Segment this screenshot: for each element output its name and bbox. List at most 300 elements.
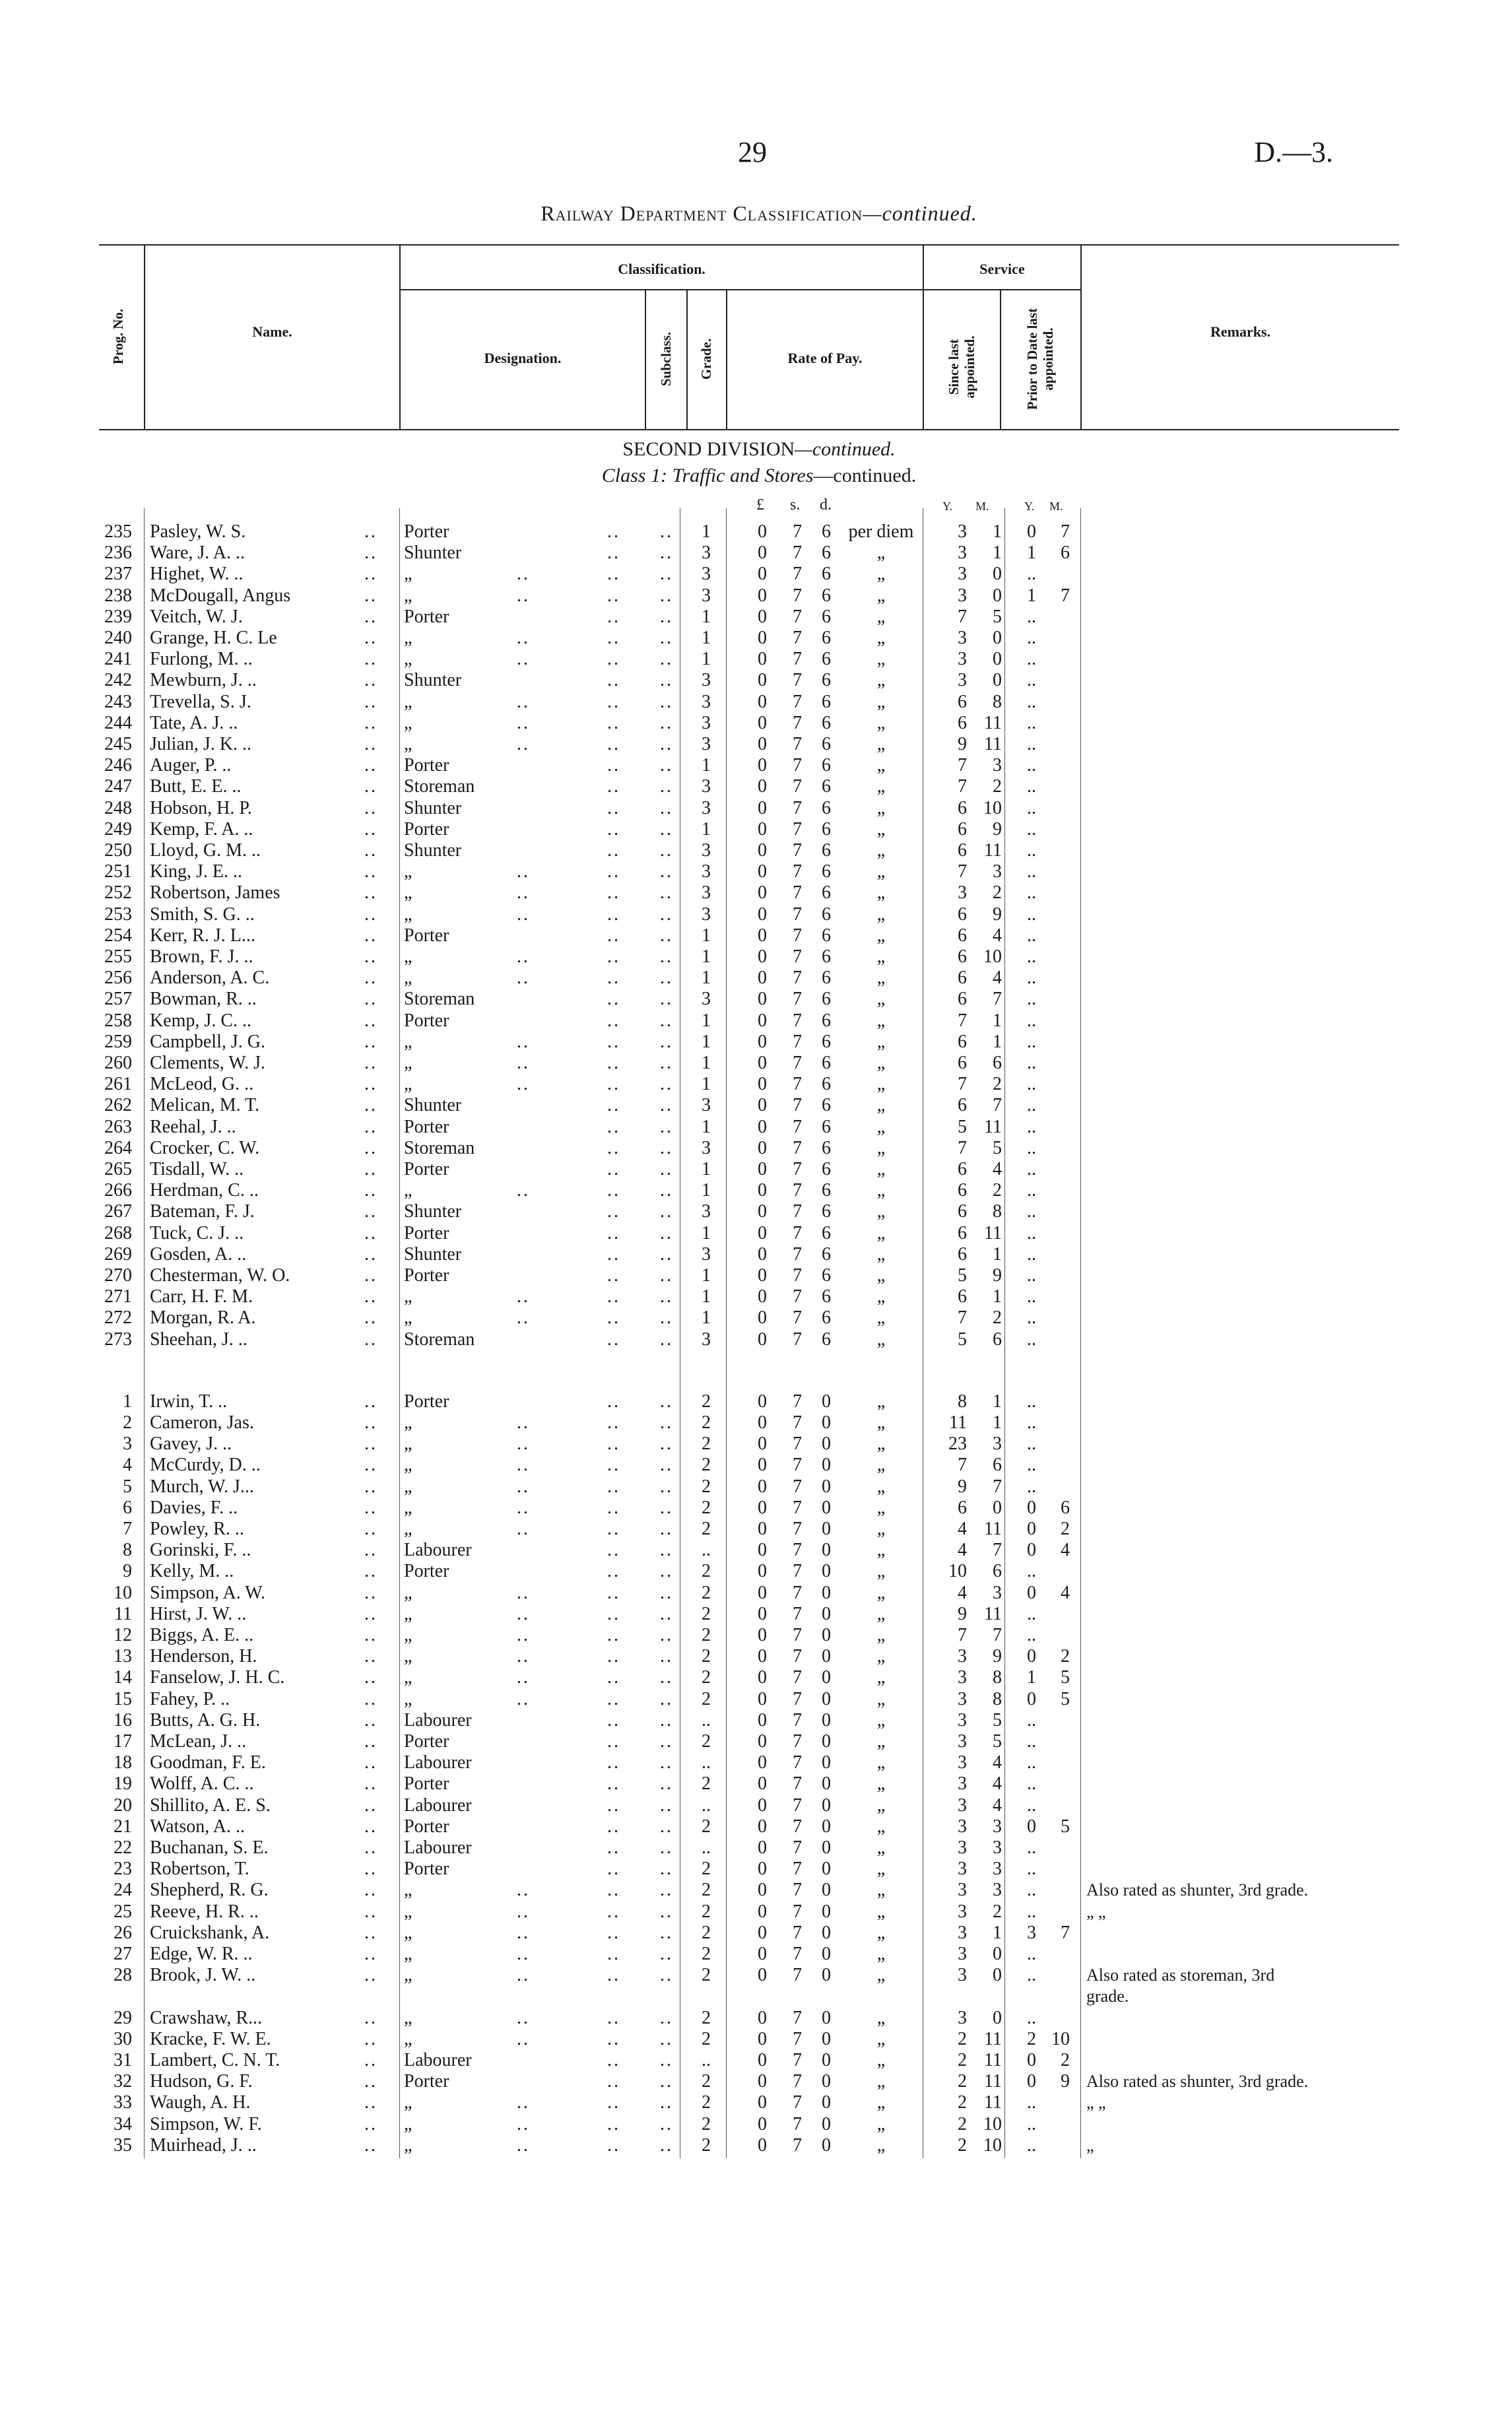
designation-leader-dots: .. <box>660 1307 673 1328</box>
rate-pence-cell: 6 <box>822 1138 831 1158</box>
designation-leader-dots: .. <box>607 755 620 776</box>
designation-leader-dots: .. <box>517 2135 530 2156</box>
designation-cell: Porter <box>404 2071 449 2092</box>
prior-years-cell: 0 <box>1027 1540 1036 1560</box>
rate-period-cell: „ <box>876 1816 886 1837</box>
rate-period-cell: „ <box>876 1265 886 1286</box>
prior-years-cell: .. <box>1027 1604 1036 1624</box>
designation-leader-dots: .. <box>607 819 620 840</box>
since-years-cell: 6 <box>958 819 967 840</box>
prior-years-cell: .. <box>1027 1476 1036 1497</box>
designation-cell: Porter <box>404 521 449 542</box>
prior-years-cell: .. <box>1027 649 1036 669</box>
document-reference: D.—3. <box>1254 136 1333 168</box>
rate-pence-cell: 6 <box>822 1286 831 1307</box>
name-leader-dots: .. <box>364 1159 378 1179</box>
designation-leader-dots: .. <box>607 1223 620 1243</box>
name-cell: Kemp, J. C. .. <box>150 1010 251 1031</box>
prog-no-cell: 245 <box>104 734 132 754</box>
rate-period-cell: „ <box>876 1625 886 1645</box>
name-cell: Pasley, W. S. <box>150 521 246 542</box>
rate-period-cell: „ <box>876 2029 886 2049</box>
table-row <box>0 1117 1512 1138</box>
since-months-cell: 4 <box>993 925 1002 946</box>
rate-shillings-cell: 7 <box>793 1159 802 1179</box>
designation-leader-dots: .. <box>607 1731 620 1752</box>
prior-years-cell: .. <box>1027 925 1036 946</box>
table-row <box>0 521 1512 543</box>
name-leader-dots: .. <box>364 1498 378 1518</box>
designation-cell: „ <box>404 2135 412 2156</box>
since-months-cell: 5 <box>993 1731 1002 1752</box>
rate-pounds-cell: 0 <box>758 1201 767 1222</box>
name-cell: Goodman, F. E. <box>150 1752 266 1773</box>
unit-prior-years: Y. <box>1024 500 1035 513</box>
name-leader-dots: .. <box>364 585 378 606</box>
designation-leader-dots: .. <box>517 692 530 712</box>
designation-cell: „ <box>404 1519 412 1539</box>
since-years-cell: 7 <box>958 1455 967 1475</box>
prog-no-cell: 16 <box>114 1710 132 1731</box>
designation-leader-dots: .. <box>607 1625 620 1645</box>
prior-months-cell: 7 <box>1061 585 1070 606</box>
rate-period-cell: „ <box>876 925 886 946</box>
prior-years-cell: .. <box>1027 882 1036 903</box>
designation-leader-dots: .. <box>607 670 620 690</box>
name-cell: Butts, A. G. H. <box>150 1710 261 1731</box>
rate-shillings-cell: 7 <box>793 2135 802 2156</box>
name-cell: Muirhead, J. .. <box>150 2135 257 2156</box>
name-leader-dots: .. <box>364 1476 378 1497</box>
since-months-cell: 1 <box>993 1010 1002 1031</box>
table-row <box>0 1095 1512 1116</box>
designation-leader-dots: .. <box>517 2092 530 2113</box>
designation-cell: „ <box>404 734 412 754</box>
prog-no-cell: 246 <box>104 755 132 776</box>
since-years-cell: 3 <box>958 1667 967 1688</box>
table-row <box>0 1434 1512 1455</box>
designation-cell: „ <box>404 1434 412 1454</box>
designation-leader-dots: .. <box>517 1583 530 1603</box>
rate-period-cell: „ <box>876 1307 886 1328</box>
prog-no-cell: 23 <box>114 1859 132 1879</box>
rate-pence-cell: 6 <box>822 585 831 606</box>
since-months-cell: 7 <box>993 1476 1002 1497</box>
rate-pence-cell: 0 <box>822 1455 831 1475</box>
rate-pounds-cell: 0 <box>758 1752 767 1773</box>
table-row <box>0 1074 1512 1095</box>
grade-cell: 3 <box>702 713 711 733</box>
rate-pounds-cell: 0 <box>758 1053 767 1073</box>
prog-no-cell: 260 <box>104 1053 132 1073</box>
rate-pounds-cell: 0 <box>758 1032 767 1052</box>
since-years-cell: 7 <box>958 1625 967 1645</box>
table-row <box>0 1646 1512 1667</box>
table-row <box>0 564 1512 585</box>
name-cell: Tate, A. J. .. <box>150 713 238 733</box>
designation-leader-dots: .. <box>660 2029 673 2049</box>
designation-leader-dots: .. <box>660 2135 673 2156</box>
since-years-cell: 2 <box>958 2050 967 2070</box>
since-months-cell: 0 <box>993 649 1002 669</box>
prog-no-cell: 240 <box>104 628 132 648</box>
rate-pence-cell: 0 <box>822 1901 831 1922</box>
designation-leader-dots: .. <box>607 1010 620 1031</box>
rate-period-cell: „ <box>876 2071 886 2092</box>
designation-leader-dots: .. <box>660 1095 673 1115</box>
since-years-cell: 3 <box>958 1710 967 1731</box>
designation-cell: Porter <box>404 1731 449 1752</box>
name-leader-dots: .. <box>364 2050 378 2070</box>
name-leader-dots: .. <box>364 861 378 882</box>
table-row <box>0 2135 1512 2156</box>
rate-period-cell: „ <box>876 692 886 712</box>
rate-shillings-cell: 7 <box>793 1201 802 1222</box>
designation-leader-dots: .. <box>607 692 620 712</box>
rate-pounds-cell: 0 <box>758 1434 767 1454</box>
grade-cell: 2 <box>702 1646 711 1666</box>
grade-cell: 1 <box>702 1307 711 1328</box>
name-leader-dots: .. <box>364 1667 378 1688</box>
rate-pounds-cell: 0 <box>758 1455 767 1475</box>
rate-shillings-cell: 7 <box>793 585 802 606</box>
name-leader-dots: .. <box>364 925 378 946</box>
designation-leader-dots: .. <box>660 692 673 712</box>
designation-leader-dots: .. <box>660 819 673 840</box>
since-months-cell: 0 <box>993 1965 1002 1985</box>
rate-period-cell: „ <box>876 1223 886 1243</box>
grade-cell: 3 <box>702 989 711 1009</box>
rate-period-cell: „ <box>876 1180 886 1201</box>
name-cell: Kracke, F. W. E. <box>150 2029 271 2049</box>
prog-no-cell: 3 <box>123 1434 132 1454</box>
designation-leader-dots: .. <box>607 543 620 563</box>
name-leader-dots: .. <box>364 1540 378 1560</box>
prog-no-cell: 33 <box>114 2092 132 2113</box>
prior-years-cell: 2 <box>1027 2029 1036 2049</box>
prior-years-cell: .. <box>1027 1032 1036 1052</box>
grade-cell: 1 <box>702 1180 711 1201</box>
designation-leader-dots: .. <box>607 2008 620 2028</box>
designation-cell: „ <box>404 1604 412 1624</box>
table-row <box>0 1731 1512 1752</box>
since-months-cell: 3 <box>993 861 1002 882</box>
since-months-cell: 1 <box>993 1286 1002 1307</box>
rate-period-cell: „ <box>876 1053 886 1073</box>
prior-years-cell: .. <box>1027 1710 1036 1731</box>
name-leader-dots: .. <box>364 840 378 861</box>
table-row <box>0 2092 1512 2113</box>
remarks-cell: „ <box>1086 2136 1094 2155</box>
table-row <box>0 1965 1512 1986</box>
grade-cell: 3 <box>702 1138 711 1158</box>
name-cell: Smith, S. G. .. <box>150 904 255 925</box>
designation-leader-dots: .. <box>517 1689 530 1709</box>
designation-leader-dots: .. <box>607 2135 620 2156</box>
rate-pounds-cell: 0 <box>758 1880 767 1900</box>
rate-period-cell: „ <box>876 1561 886 1581</box>
name-leader-dots: .. <box>364 1180 378 1201</box>
since-years-cell: 6 <box>958 904 967 925</box>
rate-pounds-cell: 0 <box>758 1604 767 1624</box>
designation-leader-dots: .. <box>517 585 530 606</box>
designation-cell: Storeman <box>404 1138 475 1158</box>
grade-cell: 1 <box>702 1223 711 1243</box>
name-cell: King, J. E. .. <box>150 861 242 882</box>
designation-cell: „ <box>404 1032 412 1052</box>
name-cell: Buchanan, S. E. <box>150 1837 269 1858</box>
designation-leader-dots: .. <box>660 2050 673 2070</box>
name-cell: Lloyd, G. M. .. <box>150 840 261 861</box>
prog-no-cell: 8 <box>123 1540 132 1560</box>
rate-pounds-cell: 0 <box>758 607 767 627</box>
rate-pence-cell: 6 <box>822 798 831 818</box>
table-row <box>0 670 1512 691</box>
since-years-cell: 7 <box>958 607 967 627</box>
designation-leader-dots: .. <box>517 1498 530 1518</box>
prog-no-cell: 34 <box>114 2114 132 2134</box>
name-leader-dots: .. <box>364 1880 378 1900</box>
rate-shillings-cell: 7 <box>793 1223 802 1243</box>
rate-shillings-cell: 7 <box>793 1540 802 1560</box>
rate-pounds-cell: 0 <box>758 1646 767 1666</box>
designation-leader-dots: .. <box>660 543 673 563</box>
name-leader-dots: .. <box>364 1816 378 1837</box>
name-leader-dots: .. <box>364 521 378 542</box>
prog-no-cell: 26 <box>114 1923 132 1943</box>
rate-period-cell: „ <box>876 989 886 1009</box>
rate-pence-cell: 6 <box>822 882 831 903</box>
rate-period-cell: „ <box>876 1434 886 1454</box>
prior-years-cell: .. <box>1027 755 1036 776</box>
since-years-cell: 5 <box>958 1117 967 1137</box>
designation-leader-dots: .. <box>517 734 530 754</box>
rate-shillings-cell: 7 <box>793 628 802 648</box>
prior-years-cell: .. <box>1027 1286 1036 1307</box>
name-cell: Tuck, C. J. .. <box>150 1223 244 1243</box>
since-months-cell: 10 <box>983 946 1002 967</box>
since-months-cell: 0 <box>993 2008 1002 2028</box>
name-cell: Wolff, A. C. .. <box>150 1773 254 1794</box>
rate-pounds-cell: 0 <box>758 1816 767 1837</box>
rate-pence-cell: 0 <box>822 2050 831 2070</box>
designation-leader-dots: .. <box>607 1710 620 1731</box>
prior-years-cell: .. <box>1027 840 1036 861</box>
name-cell: Kelly, M. .. <box>150 1561 234 1581</box>
remarks-cell: „ „ <box>1086 1902 1106 1921</box>
rate-pounds-cell: 0 <box>758 1710 767 1731</box>
prog-no-cell: 254 <box>104 925 132 946</box>
name-leader-dots: .. <box>364 1053 378 1073</box>
prior-years-cell: .. <box>1027 1837 1036 1858</box>
since-months-cell: 11 <box>984 840 1002 861</box>
rate-pounds-cell: 0 <box>758 925 767 946</box>
prior-years-cell: .. <box>1027 1201 1036 1222</box>
prior-years-cell: .. <box>1027 1329 1036 1350</box>
rate-shillings-cell: 7 <box>793 1053 802 1073</box>
rate-pence-cell: 6 <box>822 946 831 967</box>
prior-years-cell: .. <box>1027 904 1036 925</box>
since-months-cell: 6 <box>993 1561 1002 1581</box>
since-years-cell: 9 <box>958 1476 967 1497</box>
rate-pounds-cell: 0 <box>758 585 767 606</box>
grade-cell: 3 <box>702 1095 711 1115</box>
table-row <box>0 1880 1512 1901</box>
rate-pence-cell: 0 <box>822 1837 831 1858</box>
table-row <box>0 904 1512 925</box>
rate-shillings-cell: 7 <box>793 1583 802 1603</box>
table-row <box>0 1519 1512 1540</box>
prior-months-cell: 5 <box>1061 1667 1070 1688</box>
designation-cell: „ <box>404 1689 412 1709</box>
prog-no-cell: 239 <box>104 607 132 627</box>
designation-leader-dots: .. <box>607 861 620 882</box>
name-leader-dots: .. <box>364 1434 378 1454</box>
designation-leader-dots: .. <box>660 1455 673 1475</box>
prog-no-cell: 1 <box>123 1391 132 1412</box>
name-leader-dots: .. <box>364 2092 378 2113</box>
prog-no-cell: 9 <box>123 1561 132 1581</box>
rate-pence-cell: 6 <box>822 607 831 627</box>
since-months-cell: 3 <box>993 1837 1002 1858</box>
class-prefix: Class 1: <box>601 465 673 486</box>
prior-years-cell: .. <box>1027 1412 1036 1433</box>
prior-months-cell: 5 <box>1061 1816 1070 1837</box>
table-row <box>0 649 1512 670</box>
name-cell: Veitch, W. J. <box>150 607 243 627</box>
rate-pounds-cell: 0 <box>758 989 767 1009</box>
prog-no-cell: 247 <box>104 776 132 797</box>
class-suffix: —continued. <box>813 465 917 486</box>
name-cell: Ware, J. A. .. <box>150 543 245 563</box>
prog-no-cell: 7 <box>123 1519 132 1539</box>
rate-period-cell: „ <box>876 1965 886 1985</box>
name-cell: McCurdy, D. .. <box>150 1455 261 1475</box>
prior-years-cell: .. <box>1027 1795 1036 1816</box>
table-row <box>0 1412 1512 1434</box>
prog-no-cell: 266 <box>104 1180 132 1201</box>
rate-shillings-cell: 7 <box>793 882 802 903</box>
prior-months-cell: 2 <box>1061 1519 1070 1539</box>
since-months-cell: 4 <box>993 1752 1002 1773</box>
designation-cell: Labourer <box>404 2050 472 2070</box>
name-cell: Melican, M. T. <box>150 1095 260 1115</box>
rate-period-cell: „ <box>876 1201 886 1222</box>
designation-leader-dots: .. <box>607 1752 620 1773</box>
designation-leader-dots: .. <box>607 1244 620 1265</box>
designation-leader-dots: .. <box>660 755 673 776</box>
table-row <box>0 713 1512 734</box>
page-number: 29 <box>738 136 767 168</box>
since-months-cell: 4 <box>993 968 1002 988</box>
designation-leader-dots: .. <box>607 776 620 797</box>
grade-cell: .. <box>702 1540 711 1560</box>
table-row <box>0 1837 1512 1859</box>
designation-cell: „ <box>404 1965 412 1985</box>
name-leader-dots: .. <box>364 2071 378 2092</box>
designation-leader-dots: .. <box>607 989 620 1009</box>
rate-period-cell: „ <box>876 1476 886 1497</box>
prog-no-cell: 5 <box>123 1476 132 1497</box>
rate-pounds-cell: 0 <box>758 1010 767 1031</box>
header-grade: Grade. <box>698 338 714 380</box>
prog-no-cell: 24 <box>114 1880 132 1900</box>
since-months-cell: 7 <box>993 1625 1002 1645</box>
name-cell: McDougall, Angus <box>150 585 291 606</box>
designation-leader-dots: .. <box>517 713 530 733</box>
designation-leader-dots: .. <box>607 840 620 861</box>
name-cell: Bateman, F. J. <box>150 1201 255 1222</box>
designation-cell: Porter <box>404 755 449 776</box>
since-months-cell: 1 <box>993 1391 1002 1412</box>
rate-pounds-cell: 0 <box>758 628 767 648</box>
grade-cell: 3 <box>702 904 711 925</box>
rate-period-cell: „ <box>876 755 886 776</box>
grade-cell: 2 <box>702 1561 711 1581</box>
rate-pounds-cell: 0 <box>758 1901 767 1922</box>
since-years-cell: 6 <box>958 840 967 861</box>
designation-leader-dots: .. <box>607 2050 620 2070</box>
designation-leader-dots: .. <box>660 1117 673 1137</box>
rate-pounds-cell: 0 <box>758 1965 767 1985</box>
designation-cell: „ <box>404 2008 412 2028</box>
since-years-cell: 7 <box>958 755 967 776</box>
prior-years-cell: .. <box>1027 1265 1036 1286</box>
since-years-cell: 6 <box>958 946 967 967</box>
rate-period-cell: „ <box>876 1498 886 1518</box>
name-cell: Gavey, J. .. <box>150 1434 232 1454</box>
rate-pence-cell: 0 <box>822 2029 831 2049</box>
name-leader-dots: .. <box>364 649 378 669</box>
rate-pounds-cell: 0 <box>758 1286 767 1307</box>
table-row <box>0 861 1512 882</box>
prior-years-cell: .. <box>1027 1731 1036 1752</box>
prog-no-cell: 264 <box>104 1138 132 1158</box>
grade-cell: 3 <box>702 1329 711 1350</box>
since-months-cell: 5 <box>993 1138 1002 1158</box>
table-row <box>0 1265 1512 1286</box>
since-years-cell: 6 <box>958 968 967 988</box>
prog-no-cell: 235 <box>104 521 132 542</box>
since-months-cell: 8 <box>993 1667 1002 1688</box>
rate-pounds-cell: 0 <box>758 2050 767 2070</box>
designation-leader-dots: .. <box>607 1604 620 1624</box>
rate-pence-cell: 6 <box>822 564 831 584</box>
rate-pounds-cell: 0 <box>758 1265 767 1286</box>
header-prog-no: Prog. No. <box>110 308 126 365</box>
table-row <box>0 925 1512 946</box>
since-years-cell: 7 <box>958 1010 967 1031</box>
prog-no-cell: 15 <box>114 1689 132 1709</box>
prog-no-cell: 257 <box>104 989 132 1009</box>
grade-cell: 1 <box>702 1265 711 1286</box>
rate-shillings-cell: 7 <box>793 819 802 840</box>
grade-cell: 1 <box>702 1159 711 1179</box>
name-leader-dots: .. <box>364 670 378 690</box>
grade-cell: 2 <box>702 2029 711 2049</box>
name-leader-dots: .. <box>364 1074 378 1094</box>
rate-pounds-cell: 0 <box>758 734 767 754</box>
designation-leader-dots: .. <box>660 1795 673 1816</box>
prior-years-cell: .. <box>1027 1307 1036 1328</box>
prog-no-cell: 2 <box>123 1412 132 1433</box>
rate-pounds-cell: 0 <box>758 1795 767 1816</box>
rate-shillings-cell: 7 <box>793 798 802 818</box>
rate-pence-cell: 6 <box>822 861 831 882</box>
prior-months-cell: 4 <box>1061 1583 1070 1603</box>
since-years-cell: 6 <box>958 1244 967 1265</box>
since-years-cell: 2 <box>958 2135 967 2156</box>
